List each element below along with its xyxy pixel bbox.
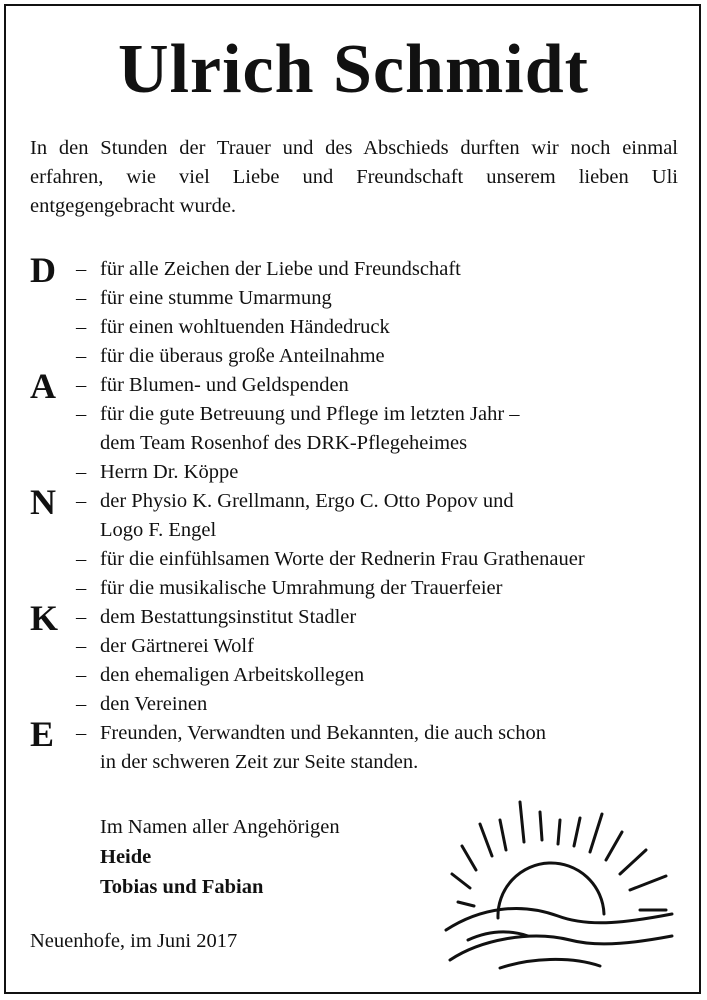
list-item: für die musikalische Umrahmung der Trauerfeier (100, 577, 503, 599)
intro-paragraph: In den Stunden der Trauer und des Abschieds durften wir noch einmal erfahren, wie viel Liebe und Freundschaft unserem lieben Uli entgegengebracht wurde. (30, 137, 678, 217)
item-dash: – (76, 606, 87, 628)
list-item: für eine stumme Umarmung (100, 287, 332, 309)
list-item: der Physio K. Grellmann, Ergo C. Otto Popov und (100, 490, 514, 512)
list-item: für Blumen- und Geldspenden (100, 374, 349, 396)
closing-line: Im Namen aller Angehörigen (100, 816, 340, 838)
item-dash: – (76, 577, 87, 599)
sun-over-hills-icon (440, 790, 680, 980)
list-item: in der schweren Zeit zur Seite standen. (100, 751, 419, 773)
list-item: der Gärtnerei Wolf (100, 635, 254, 657)
list-item: Freunden, Verwandten und Bekannten, die auch schon (100, 722, 546, 744)
danke-letter-a: A (30, 366, 56, 406)
list-item: für alle Zeichen der Liebe und Freundschaft (100, 258, 461, 280)
item-dash: – (76, 345, 87, 367)
item-dash: – (76, 490, 87, 512)
item-dash: – (76, 287, 87, 309)
item-dash: – (76, 374, 87, 396)
list-item: für die gute Betreuung und Pflege im letzten Jahr – (100, 403, 520, 425)
item-dash: – (76, 316, 87, 338)
list-item: dem Team Rosenhof des DRK-Pflegeheimes (100, 432, 468, 454)
list-item: dem Bestattungsinstitut Stadler (100, 606, 357, 628)
item-dash: – (76, 548, 87, 570)
item-dash: – (76, 722, 87, 744)
item-dash: – (76, 258, 87, 280)
list-item: Logo F. Engel (100, 519, 217, 541)
list-item: für die überaus große Anteilnahme (100, 345, 385, 367)
list-item: den ehemaligen Arbeitskollegen (100, 664, 365, 686)
signer-name: Heide (100, 846, 152, 868)
list-item: den Vereinen (100, 693, 208, 715)
intro-text (30, 134, 678, 221)
list-item: Herrn Dr. Köppe (100, 461, 239, 483)
item-dash: – (76, 664, 87, 686)
notice-title: Ulrich Schmidt (118, 31, 589, 108)
list-item: für einen wohltuenden Händedruck (100, 316, 390, 338)
item-dash: – (76, 403, 87, 425)
item-dash: – (76, 461, 87, 483)
list-item: für die einfühlsamen Worte der Rednerin Frau Grathenauer (100, 548, 585, 570)
danke-letter-k: K (30, 598, 59, 638)
closing-block (100, 812, 340, 902)
danke-letter-d: D (30, 250, 56, 290)
place-date: Neuenhofe, im Juni 2017 (30, 930, 238, 952)
item-dash: – (76, 693, 87, 715)
danke-letter-n: N (30, 482, 56, 522)
signer-names: Tobias und Fabian (100, 876, 264, 898)
danke-letter-e: E (30, 714, 55, 754)
item-dash: – (76, 635, 87, 657)
